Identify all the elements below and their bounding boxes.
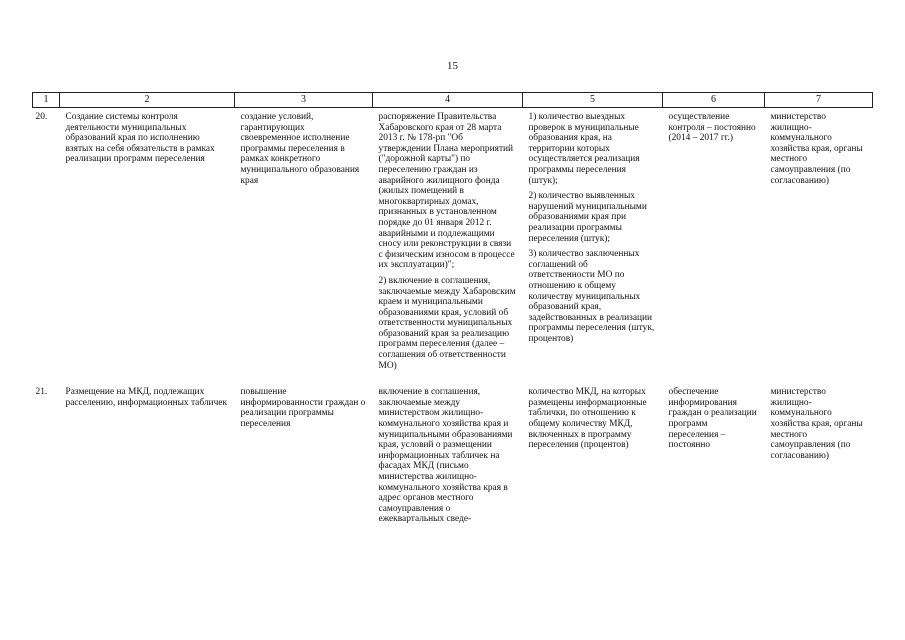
column-number-6: 6 <box>663 93 765 108</box>
measure-responsible: министерство жилищно-коммунального хозяйства края, органы местного самоуправления (по согласованию) <box>770 112 863 186</box>
measure-goal: повышение информированности граждан о реализации программы переселения <box>240 387 366 430</box>
measure-deadline: осуществление контроля – постоянно (2014 – 2017 гг.) <box>668 112 756 144</box>
indicator-paragraph: 3) количество заключенных соглашений об ответственности МО по отношению к общему количеству муниципальных образований края, задействованных в реализации программы переселения (штук, процентов) <box>528 249 655 344</box>
measures-table <box>32 92 873 525</box>
indicator-paragraph: количество МКД, на которых размещены информационные таблички, по отношению к общему количеству МКД, включенных в программу переселения (процентов) <box>528 387 647 451</box>
indicator-paragraph: 1) количество выездных проверок в муниципальные образования края, на территории которых осуществляется реализация программы переселения (штук); <box>528 112 640 186</box>
column-number-2: 2 <box>60 93 235 108</box>
measure-name: Создание системы контроля деятельности муниципальных образований края по исполнению взятых на себя обязательств в рамках реализации программ переселения <box>65 112 215 165</box>
column-number-1: 1 <box>33 93 60 108</box>
measure-deadline: обеспечение информирования граждан о реализации программ переселения – постоянно <box>668 387 757 451</box>
basis-paragraph: распоряжение Правительства Хабаровского края от 28 марта 2013 г. № 178-рп "Об утверждении Плана мероприятий ("дорожной карты") по переселению граждан из аварийного жилищного фонда (жилых помещений в многоквартирных домах, признанных в установленном порядке до 01 января 2012 г. аварийными и подлежащими сносу или реконструкции в связи с физическим износом в процессе их эксплуатации)"; <box>378 112 515 271</box>
measure-indicators <box>523 108 663 386</box>
measure-basis <box>373 108 523 386</box>
column-number-4: 4 <box>373 93 523 108</box>
basis-paragraph: включение в соглашения, заключаемые между министерством жилищно-коммунального хозяйства края и муниципальными образованиями края, условий о размещении информационных табличек на фасадах МКД (письмо министерства жилищно-коммунального хозяйства края в адрес органов местного самоуправления о ежеквартальных сведе- <box>378 387 513 525</box>
table-row <box>33 385 873 525</box>
measure-responsible: министерство жилищно-коммунального хозяйства края, органы местного самоуправления (по согласованию) <box>770 387 863 461</box>
basis-paragraph: 2) включение в соглашения, заключаемые между Хабаровским краем и муниципальными образованиями края, условий об ответственности муниципальных образований края за реализацию программ переселения (далее – соглашения об ответственности МО) <box>378 275 516 371</box>
column-number-5: 5 <box>523 93 663 108</box>
indicator-paragraph: 2) количество выявленных нарушений муниципальными образованиями края при реализации программы переселения (штук); <box>528 191 647 244</box>
column-number-7: 7 <box>765 93 873 108</box>
column-number-3: 3 <box>235 93 373 108</box>
measure-name: Размещение на МКД, подлежащих расселению, информационных табличек <box>65 387 228 408</box>
row-number: 20. <box>35 112 48 122</box>
table-header-row <box>33 93 873 108</box>
table-row <box>33 108 873 386</box>
measure-basis <box>373 385 523 525</box>
page-number: 15 <box>447 60 458 72</box>
measure-indicators <box>523 385 663 525</box>
measure-goal: создание условий, гарантирующих своевременное исполнение программы переселения в рамках конкретного муниципального образования края <box>240 112 360 186</box>
row-number: 21. <box>35 387 48 398</box>
